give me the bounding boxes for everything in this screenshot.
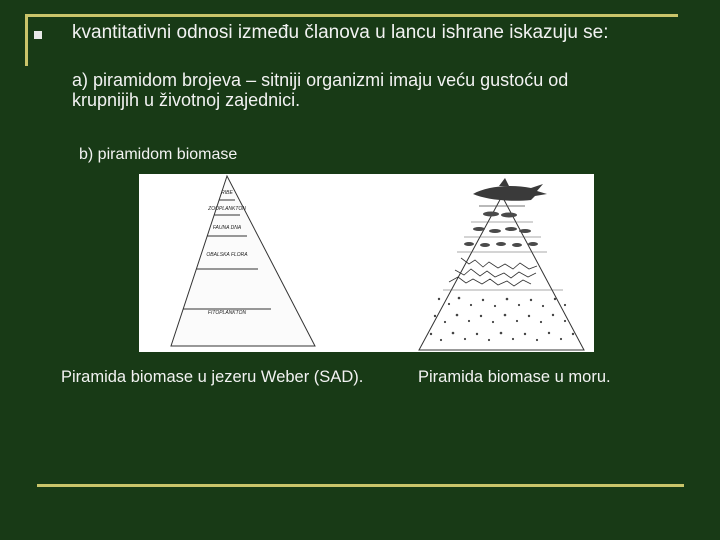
pyramid-level-fauna-dna: FAUNA DNA (212, 225, 242, 231)
point-b: b) piramidom biomase (79, 146, 238, 163)
frame-bottom-line (37, 484, 684, 487)
frame-top-line (25, 14, 678, 17)
pyramid-images-panel (139, 174, 594, 352)
shark-icon (473, 184, 547, 201)
point-a-line1: a) piramidom brojeva – sitniji organizmi imaju veću gustoću od (72, 70, 569, 90)
bullet-square-icon (34, 31, 42, 39)
caption-lake: Piramida biomase u jezeru Weber (SAD). (61, 368, 364, 386)
pyramid-level-ribe: RIBE (221, 190, 233, 196)
bullet-text: kvantitativni odnosi između članova u lancu ishrane iskazuju se: (72, 22, 609, 43)
point-a-line2: krupnijih u životnoj zajednici. (72, 90, 301, 110)
pyramid-illustrations (139, 174, 594, 352)
pyramid-level-obalska-flora: OBALSKA FLORA (206, 252, 248, 258)
frame-left-line (25, 14, 28, 66)
sea-biomass-pyramid (419, 178, 584, 350)
pyramid-level-fitoplankton: FITOPLANKTON (207, 310, 247, 316)
pyramid-level-zooplankton: ZOOPLANKTON (208, 206, 246, 212)
lake-biomass-pyramid (171, 176, 315, 346)
caption-sea: Piramida biomase u moru. (418, 368, 611, 386)
